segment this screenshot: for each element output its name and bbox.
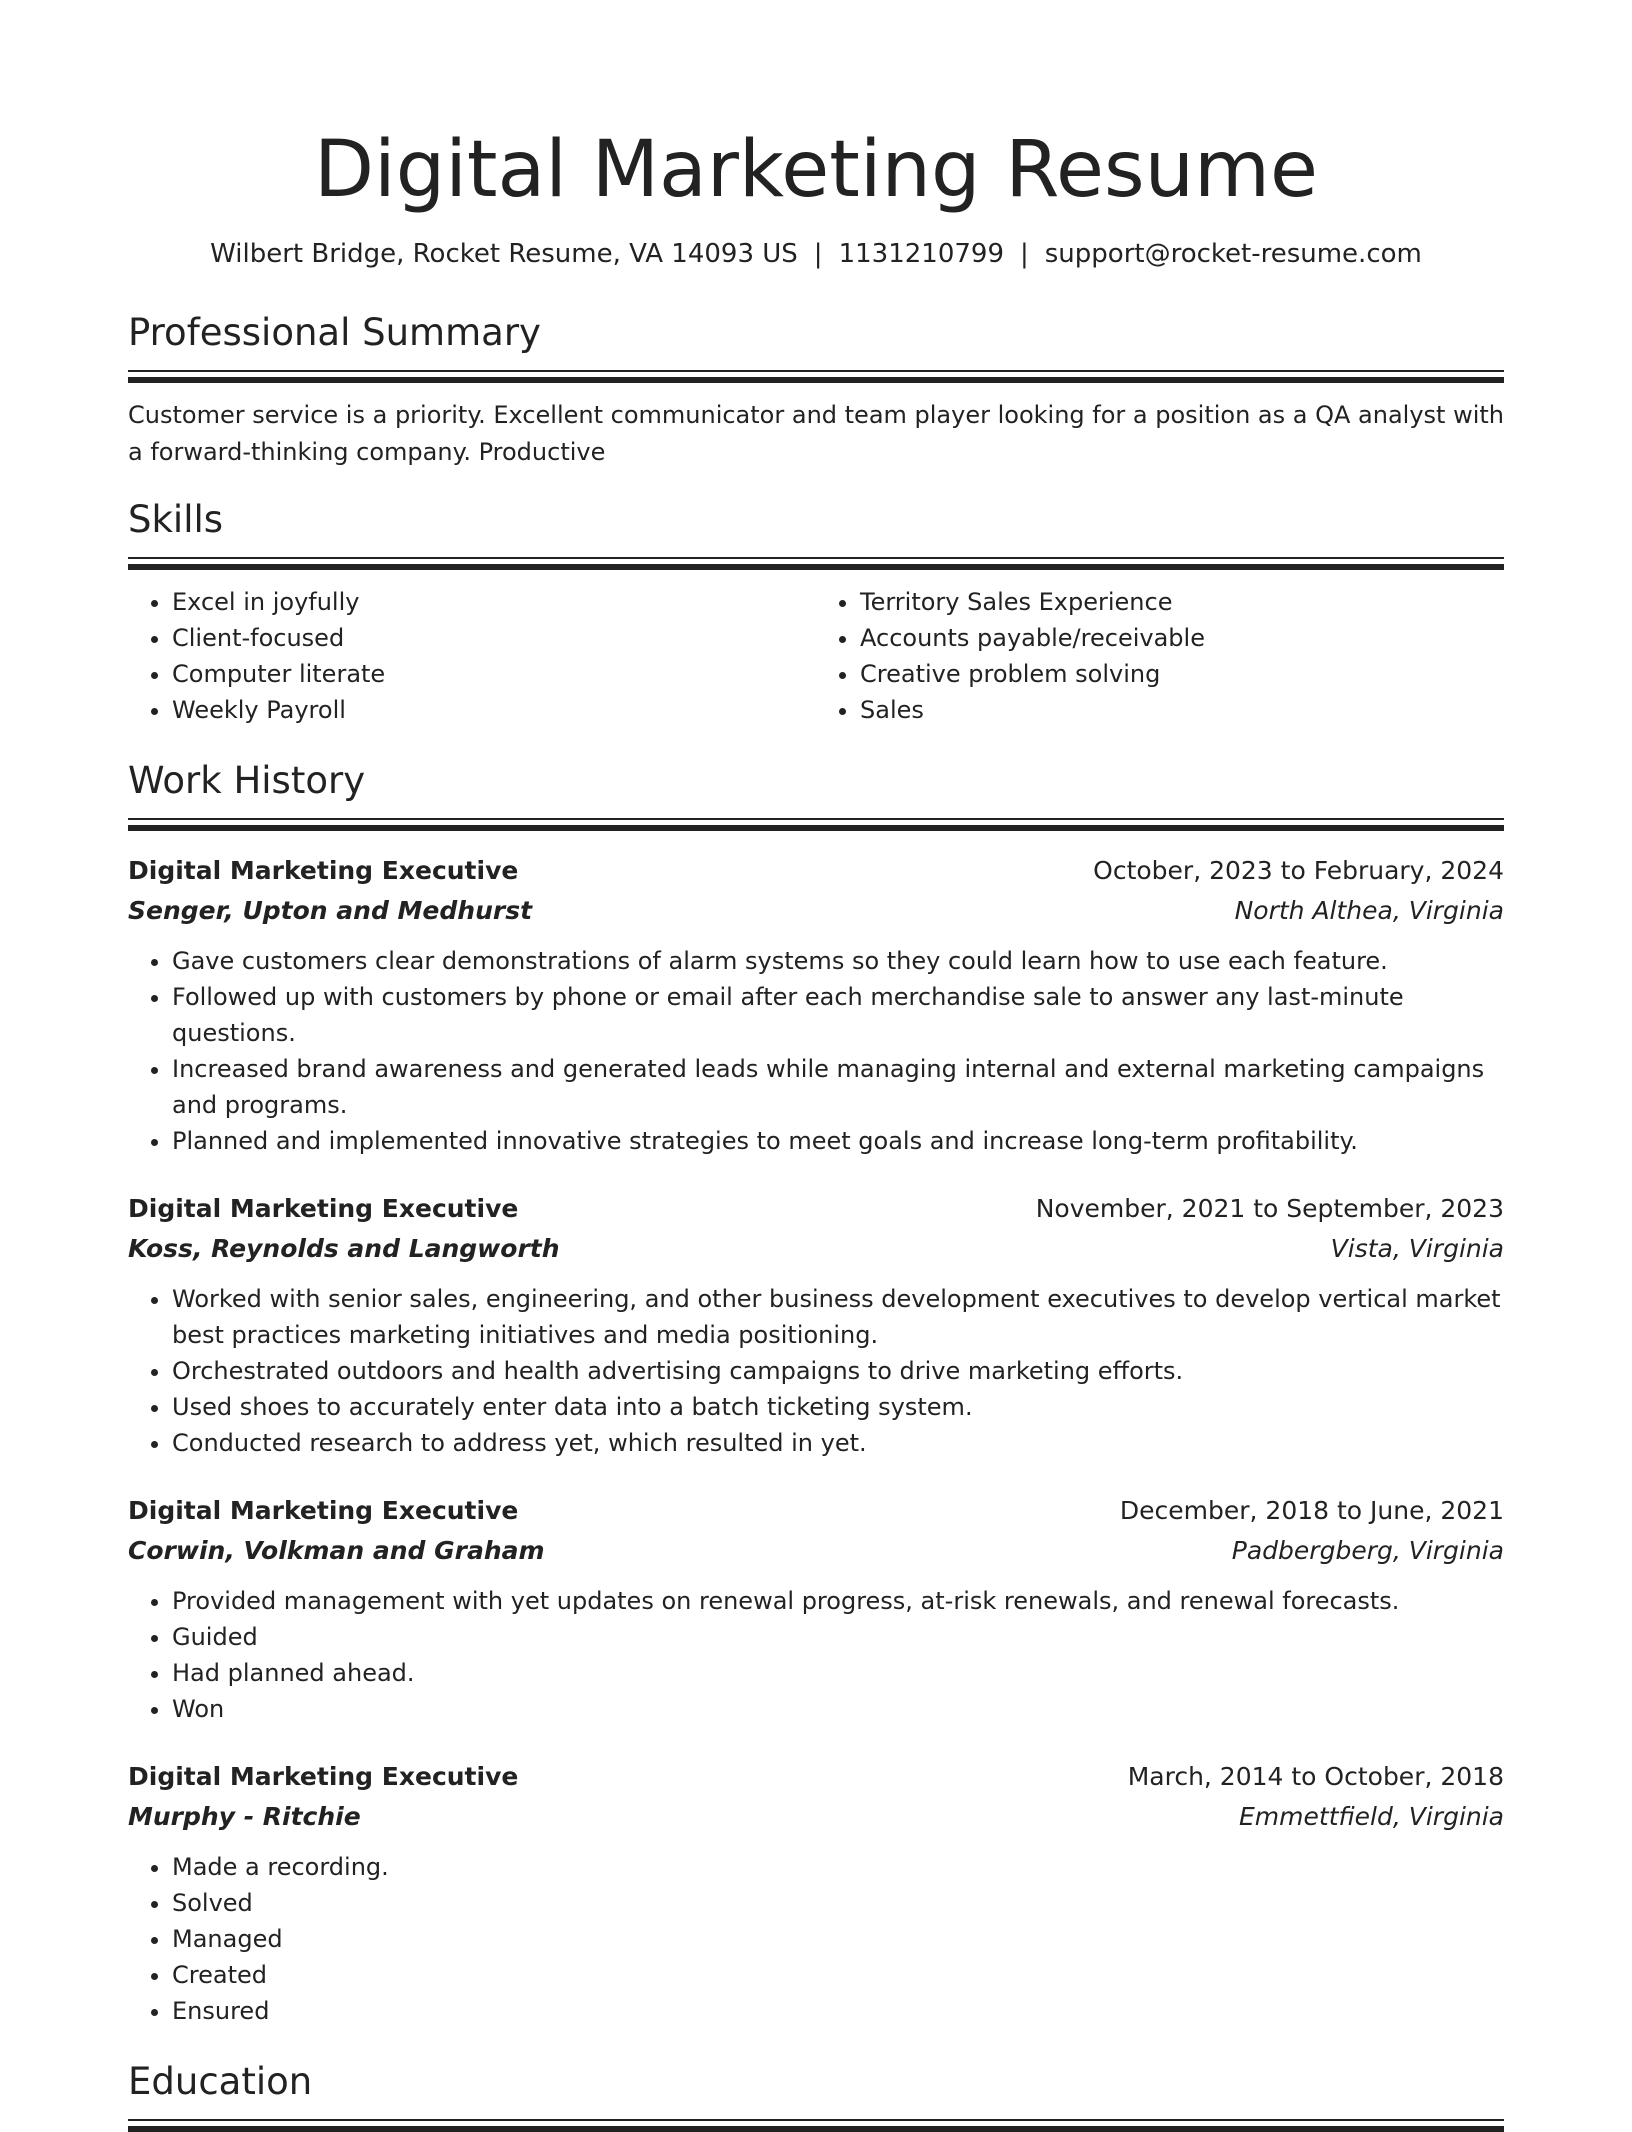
section-divider xyxy=(128,818,1504,831)
duty-item: • Planned and implemented innovative strategies to meet goals and increase long-term profitability. xyxy=(172,1123,1504,1159)
job-title: Digital Marketing Executive xyxy=(128,856,519,885)
skill-item: • Accounts payable/receivable xyxy=(860,620,1504,656)
contact-separator: | xyxy=(1019,239,1029,269)
job-dates: December, 2018 to June, 2021 xyxy=(1119,1496,1504,1525)
skills-list-right xyxy=(816,584,1504,728)
job-location: Vista, Virginia xyxy=(1330,1234,1504,1263)
duty-item: • Worked with senior sales, engineering, and other business development executives to develop vertical market best practices marketing initiatives and media positioning. xyxy=(172,1281,1504,1353)
education-section xyxy=(128,2057,1504,2132)
job-entry xyxy=(128,851,1504,1159)
job-company: Koss, Reynolds and Langworth xyxy=(128,1234,560,1263)
job-company: Corwin, Volkman and Graham xyxy=(128,1536,545,1565)
job-company-row xyxy=(128,891,1504,931)
section-divider xyxy=(128,370,1504,383)
work-history-section xyxy=(128,756,1504,2029)
job-header xyxy=(128,1491,1504,1531)
contact-line xyxy=(128,236,1504,272)
skills-columns xyxy=(128,584,1504,728)
contact-separator: | xyxy=(813,239,823,269)
duty-item: • Increased brand awareness and generated leads while managing internal and external marketing campaigns and programs. xyxy=(172,1051,1504,1123)
job-header xyxy=(128,851,1504,891)
job-dates: November, 2021 to September, 2023 xyxy=(1035,1194,1504,1223)
duty-item: • Made a recording. xyxy=(172,1849,1504,1885)
section-title-skills: Skills xyxy=(128,498,224,541)
duty-item: • Ensured xyxy=(172,1993,1504,2029)
skill-item: • Sales xyxy=(860,692,1504,728)
job-duties xyxy=(128,1583,1504,1727)
duty-item: • Created xyxy=(172,1957,1504,1993)
section-divider xyxy=(128,2119,1504,2132)
duty-item: • Orchestrated outdoors and health advertising campaigns to drive marketing efforts. xyxy=(172,1353,1504,1389)
job-header xyxy=(128,1757,1504,1797)
skill-item: • Territory Sales Experience xyxy=(860,584,1504,620)
contact-email: support@rocket-resume.com xyxy=(1044,239,1422,269)
skills-section xyxy=(128,495,1504,728)
contact-phone: 1131210799 xyxy=(838,239,1004,269)
section-title-summary: Professional Summary xyxy=(128,311,541,354)
job-company-row xyxy=(128,1531,1504,1571)
job-header xyxy=(128,1189,1504,1229)
job-company-row xyxy=(128,1797,1504,1837)
summary-section xyxy=(128,308,1504,471)
job-entry xyxy=(128,1757,1504,2029)
duty-item: • Used shoes to accurately enter data into a batch ticketing system. xyxy=(172,1389,1504,1425)
job-title: Digital Marketing Executive xyxy=(128,1194,519,1223)
duty-item: • Gave customers clear demonstrations of alarm systems so they could learn how to use each feature. xyxy=(172,943,1504,979)
duty-item: • Guided xyxy=(172,1619,1504,1655)
duty-item: • Followed up with customers by phone or email after each merchandise sale to answer any last-minute questions. xyxy=(172,979,1504,1051)
summary-text: Customer service is a priority. Excellent communicator and team player looking for a position as a QA analyst with a forward-thinking company. Productive xyxy=(128,401,1505,466)
section-divider xyxy=(128,557,1504,570)
duty-item: • Had planned ahead. xyxy=(172,1655,1504,1691)
job-title: Digital Marketing Executive xyxy=(128,1496,519,1525)
job-dates: March, 2014 to October, 2018 xyxy=(1127,1762,1504,1791)
section-title-education: Education xyxy=(128,2060,313,2103)
contact-address: Wilbert Bridge, Rocket Resume, VA 14093 US xyxy=(210,239,798,269)
job-location: North Althea, Virginia xyxy=(1234,896,1504,925)
section-title-work-history: Work History xyxy=(128,759,366,802)
job-duties xyxy=(128,1281,1504,1461)
job-entry xyxy=(128,1491,1504,1727)
job-duties xyxy=(128,943,1504,1159)
duty-item: • Conducted research to address yet, which resulted in yet. xyxy=(172,1425,1504,1461)
skill-item: • Creative problem solving xyxy=(860,656,1504,692)
job-location: Emmettfield, Virginia xyxy=(1239,1802,1504,1831)
job-location: Padbergberg, Virginia xyxy=(1231,1536,1504,1565)
resume-title: Digital Marketing Resume xyxy=(313,125,1319,215)
skill-item: • Weekly Payroll xyxy=(172,692,816,728)
duty-item: • Provided management with yet updates on renewal progress, at-risk renewals, and renewal forecasts. xyxy=(172,1583,1504,1619)
duty-item: • Won xyxy=(172,1691,1504,1727)
skill-item: • Client-focused xyxy=(172,620,816,656)
job-company: Murphy - Ritchie xyxy=(128,1802,361,1831)
job-company-row xyxy=(128,1229,1504,1269)
job-company: Senger, Upton and Medhurst xyxy=(128,896,533,925)
skill-item: • Computer literate xyxy=(172,656,816,692)
duty-item: • Solved xyxy=(172,1885,1504,1921)
job-title: Digital Marketing Executive xyxy=(128,1762,519,1791)
job-dates: October, 2023 to February, 2024 xyxy=(1093,856,1504,885)
job-duties xyxy=(128,1849,1504,2029)
skill-item: • Excel in joyfully xyxy=(172,584,816,620)
duty-item: • Managed xyxy=(172,1921,1504,1957)
skills-list-left xyxy=(128,584,816,728)
job-entry xyxy=(128,1189,1504,1461)
